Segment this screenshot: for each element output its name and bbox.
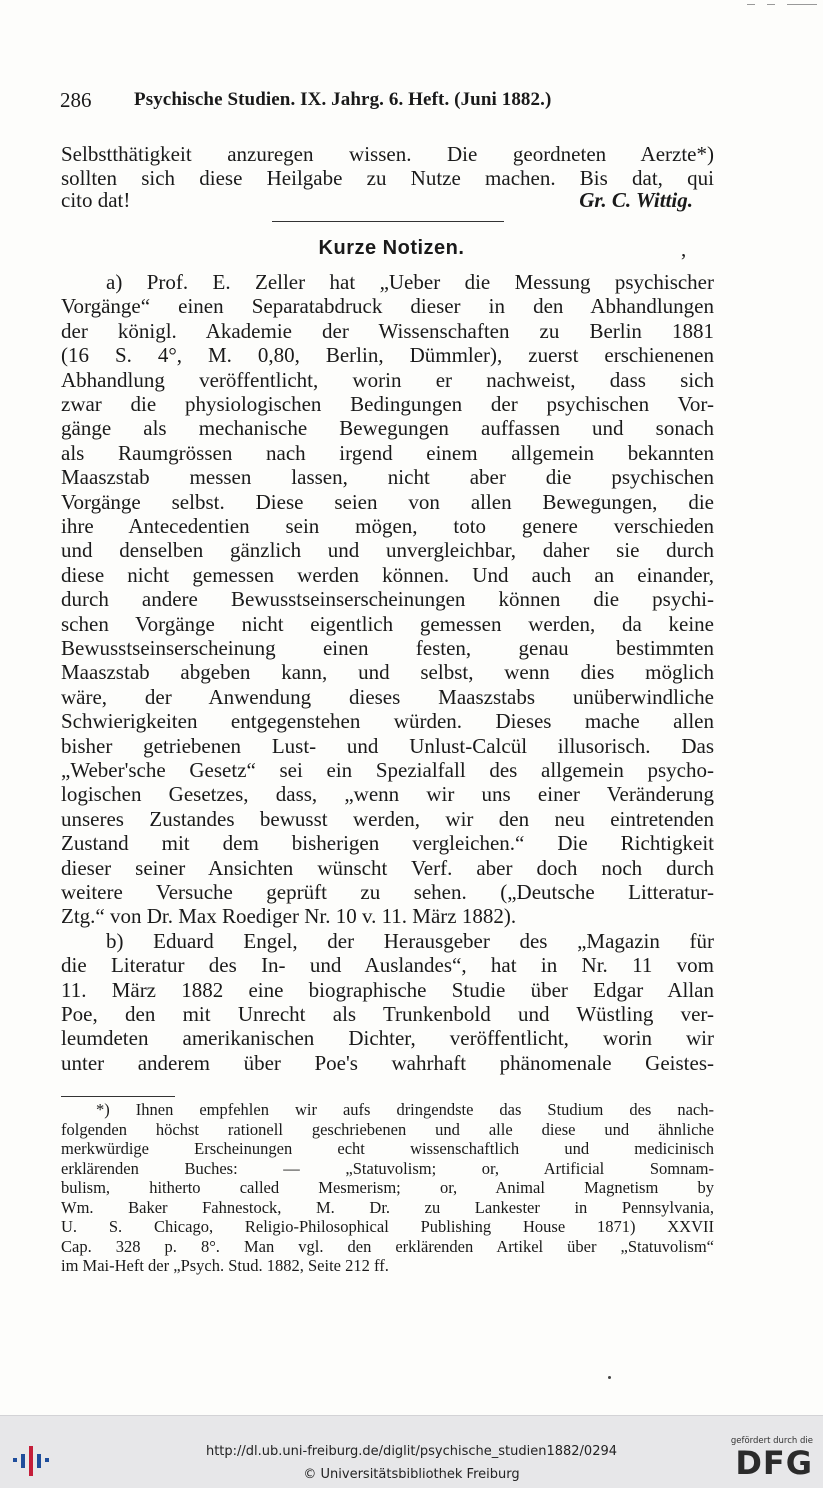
footnote-line: U. S. Chicago, Religio-Philosophical Publishing House 1871) XXVII: [61, 1217, 714, 1236]
body-text-line: Schwierigkeiten entgegenstehen würden. Dieses mache allen: [61, 709, 714, 734]
body-text-line: die Literatur des In- und Auslandes“, hat in Nr. 11 vom: [61, 953, 714, 978]
body-text-line: Ztg.“ von Dr. Max Roediger Nr. 10 v. 11. März 1882).: [61, 904, 517, 929]
body-text-line: unseres Zustandes bewusst werden, wir den neu eintretenden: [61, 806, 714, 831]
page-url[interactable]: http://dl.ub.uni-freiburg.de/diglit/psychische_studien1882/0294: [205, 1444, 618, 1459]
dfg-tagline: gefördert durch die: [730, 1436, 813, 1446]
section-title: [0, 237, 823, 260]
dfg-logo-text: DFG: [735, 1444, 813, 1482]
footnote-line: Wm. Baker Fahnestock, M. Dr. zu Lankester in Pennsylvania,: [61, 1197, 714, 1217]
footnote-line: *) Ihnen empfehlen wir aufs dringendste das Studium des nach-: [96, 1100, 714, 1119]
body-text-line: gänge als mechanische Bewegungen auffassen und sonach: [61, 416, 714, 441]
body-text-line: Poe, den mit Unrecht als Trunkenbold und Wüstling ver-: [61, 1002, 714, 1026]
body-text-line: Zustand mit dem bisherigen vergleichen.“ Die Richtigkeit: [61, 831, 714, 856]
body-text-line: 11. März 1882 eine biographische Studie über Edgar Allan: [61, 977, 714, 1002]
body-text-line: der königl. Akademie der Wissenschaften zu Berlin 1881: [61, 318, 714, 343]
intro-line: sollten sich diese Heilgabe zu Nutze machen. Bis dat, qui: [61, 166, 714, 190]
stray-mark: ,: [681, 237, 687, 261]
running-title: Psychische Studien. IX. Jahrg. 6. Heft. (Juni 1882.): [134, 89, 552, 110]
body-text-line: a) Prof. E. Zeller hat „Ueber die Messung psychischer: [106, 270, 714, 294]
body-text-line: (16 S. 4°, M. 0,80, Berlin, Dümmler), zuerst erschienenen: [61, 343, 714, 368]
body-text-line: ihre Antecedentien sein mögen, toto genere verschieden: [61, 514, 714, 538]
dfg-logo: [723, 1436, 813, 1482]
body-text-line: zwar die physiologischen Bedingungen der psychischen Vor-: [61, 392, 714, 416]
author-signature: Gr. C. Wittig.: [579, 188, 693, 212]
body-text-line: Maaszstab abgeben kann, und selbst, wenn dies möglich: [61, 660, 714, 685]
running-head: [60, 88, 715, 116]
intro-line: Selbstthätigkeit anzuregen wissen. Die geordneten Aerzte*): [61, 142, 714, 166]
footnote-rule: [61, 1096, 175, 1097]
body-text-line: logischen Gesetzes, dass, „wenn wir uns einer Veränderung: [61, 782, 714, 807]
body-text-line: als Raumgrössen nach irgend einem allgemein bekannten: [61, 440, 714, 465]
page-number: 286: [60, 88, 92, 112]
body-text-line: diese nicht gemessen werden können. Und auch an einander,: [61, 562, 714, 587]
body-text-line: durch andere Bewusstseinserscheinungen können die psychi-: [61, 587, 714, 612]
body-text-line: b) Eduard Engel, der Herausgeber des „Magazin für: [106, 928, 714, 953]
body-text-line: wäre, der Anwendung dieses Maaszstabs unüberwindliche: [61, 684, 714, 709]
section-title-text: Kurze Notizen.: [318, 237, 465, 259]
separator-rule: [272, 221, 504, 222]
body-text-line: Vorgänge selbst. Diese seien von allen Bewegungen, die: [61, 489, 714, 514]
body-text-line: unter anderem über Poe's wahrhaft phänomenale Geistes-: [61, 1050, 714, 1075]
footnote-line: Cap. 328 p. 8°. Man vgl. den erklärenden Artikel über „Statuvolism“: [61, 1236, 714, 1256]
scan-speck: [608, 1376, 611, 1379]
footnote-line: im Mai-Heft der „Psych. Stud. 1882, Seite 212 ff.: [61, 1256, 389, 1275]
footnote-line: erklärenden Buches: — „Statuvolism; or, Artificial Somnam-: [61, 1158, 714, 1178]
body-text-line: dieser seiner Ansichten wünscht Verf. aber doch noch durch: [61, 855, 714, 880]
body-text-line: Bewusstseinserscheinung einen festen, genau bestimmten: [61, 636, 714, 660]
viewer-footer: [0, 1415, 823, 1488]
copyright-notice: © Universitätsbibliothek Freiburg: [303, 1467, 520, 1482]
body-text-line: leumdeten amerikanischen Dichter, veröffentlicht, worin wir: [61, 1026, 714, 1051]
footnote-line: bulism, hitherto called Mesmerism; or, Animal Magnetism by: [61, 1178, 714, 1197]
body-text-line: Abhandlung veröffentlicht, worin er nachweist, dass sich: [61, 367, 714, 392]
body-text-line: weitere Versuche geprüft zu sehen. („Deutsche Litteratur-: [61, 880, 714, 904]
body-text-line: Maaszstab messen lassen, nicht aber die psychischen: [61, 465, 714, 490]
body-text-line: schen Vorgänge nicht eigentlich gemessen werden, da keine: [61, 611, 714, 636]
body-text-line: „Weber'sche Gesetz“ sei ein Spezialfall des allgemein psycho-: [61, 758, 714, 782]
footnote-line: folgenden höchst rationell geschriebenen und alle diese und ähnliche: [61, 1119, 714, 1139]
body-text-line: und denselben gänzlich und unvergleichbar, daher sie durch: [61, 538, 714, 563]
body-text-line: bisher getriebenen Lust- und Unlust-Calcül illusorisch. Das: [61, 733, 714, 758]
intro-line-cito: cito dat!: [61, 188, 131, 212]
body-text-line: Vorgänge“ einen Separatabdruck dieser in den Abhandlungen: [61, 294, 714, 319]
scan-corner-marks: [747, 4, 817, 8]
footnote-line: merkwürdige Erscheinungen echt wissenschaftlich und medicinisch: [61, 1139, 714, 1158]
